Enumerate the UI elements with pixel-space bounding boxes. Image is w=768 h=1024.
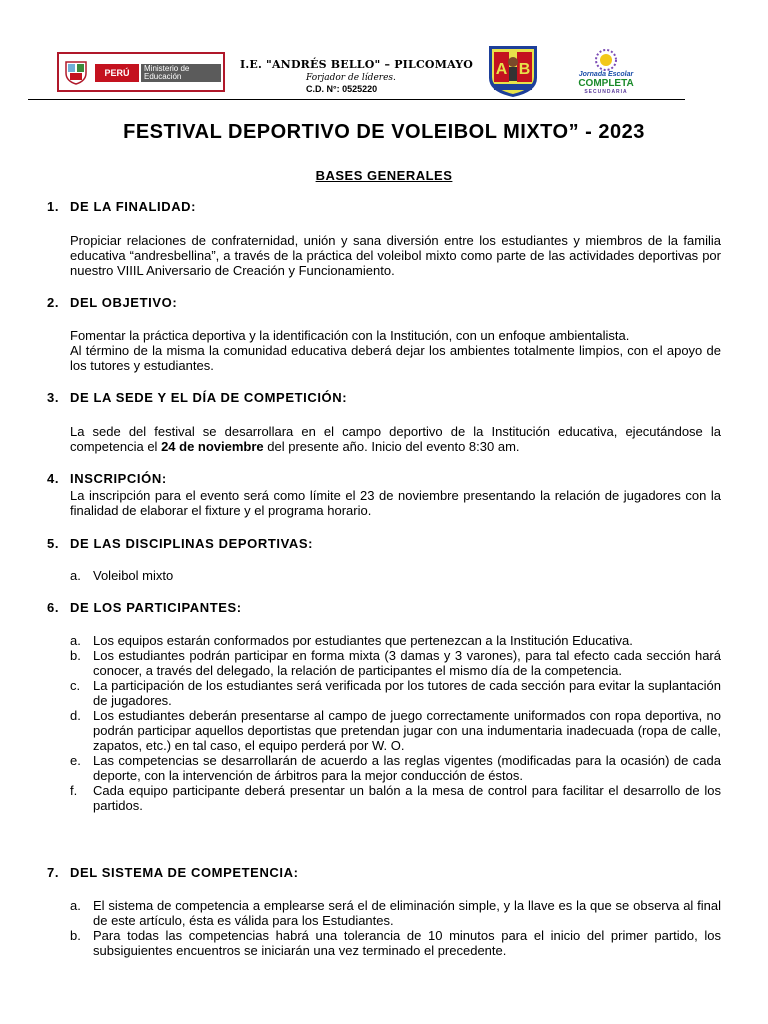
ab-logo-b-letter: B xyxy=(518,61,531,78)
list-item-text: La participación de los estudiantes será verificada por los tutores de cada sección para evitar la suplantación de jugadores. xyxy=(93,678,721,708)
school-name: I.E. "ANDRÉS BELLO" – PILCOMAYO xyxy=(240,58,474,71)
section-heading-finalidad xyxy=(47,199,196,214)
list-item-text: Para todas las competencias habrá una tolerancia de 10 minutos para el inicio del primer partido, los subsiguientes encuentros se iniciarán una vez terminado el precedente. xyxy=(93,928,721,958)
jec-line2: COMPLETA xyxy=(578,78,634,89)
list-marker: a. xyxy=(70,633,81,648)
section-number: 4. xyxy=(47,471,60,486)
list-item xyxy=(70,648,721,678)
jornada-escolar-completa-logo xyxy=(563,48,649,94)
header-divider xyxy=(28,99,685,100)
list-marker: b. xyxy=(70,928,81,943)
section-heading-disciplinas xyxy=(47,536,313,551)
list-marker: d. xyxy=(70,708,81,723)
section-heading-inscripcion xyxy=(47,471,167,486)
list-item-text: Cada equipo participante deberá presentar un balón a la mesa de control para facilitar el desarrollo de los partidos. xyxy=(93,783,721,813)
list-marker: b. xyxy=(70,648,81,663)
section-body-objetivo xyxy=(70,328,721,373)
list-item-text: El sistema de competencia a emplearse será el de eliminación simple, y la llave es la que se observa al final de este artículo, ésta es válida para los Estudiantes. xyxy=(93,898,721,928)
document-header xyxy=(0,0,768,104)
list-marker: e. xyxy=(70,753,81,768)
section-title: DEL SISTEMA DE COMPETENCIA: xyxy=(70,865,299,880)
section-heading-participantes xyxy=(47,600,242,615)
list-marker: a. xyxy=(70,898,81,913)
school-motto: Forjador de líderes. xyxy=(306,73,396,83)
section-heading-sistema xyxy=(47,865,299,880)
sede-date: 24 de noviembre xyxy=(161,439,264,454)
section-number: 2. xyxy=(47,295,60,310)
section-title: INSCRIPCIÓN: xyxy=(70,471,167,486)
sede-text-after: del presente año. Inicio del evento 8:30 am. xyxy=(263,439,520,454)
sun-icon xyxy=(593,48,619,72)
section-body-inscripcion: La inscripción para el evento será como límite el 23 de noviembre presentando la relación de jugadores con la finalidad de elaborar el fixture y el programa horario. xyxy=(70,488,721,518)
disciplinas-list xyxy=(70,568,721,583)
minedu-logo xyxy=(57,52,225,92)
school-code: C.D. N°: 0525220 xyxy=(306,84,378,94)
section-body-finalidad: Propiciar relaciones de confraternidad, unión y sana diversión entre los estudiantes y miembros de la familia educativa “andresbellina”, a través de la práctica del voleibol mixto como parte de las actividades deportivas por nuestro VIIIL Aniversario de Creación y Funcionamiento. xyxy=(70,233,721,278)
sistema-list xyxy=(70,898,721,958)
document-title: FESTIVAL DEPORTIVO DE VOLEIBOL MIXTO” - 2023 xyxy=(123,121,645,143)
minedu-peru-label: PERÚ xyxy=(95,64,139,82)
list-item xyxy=(70,928,721,958)
list-item xyxy=(70,898,721,928)
list-item xyxy=(70,678,721,708)
section-body-sede xyxy=(70,424,721,454)
list-marker: f. xyxy=(70,783,78,798)
section-number: 7. xyxy=(47,865,60,880)
participantes-list xyxy=(70,633,721,813)
list-marker: c. xyxy=(70,678,81,693)
section-number: 5. xyxy=(47,536,60,551)
section-number: 3. xyxy=(47,390,60,405)
section-title: DE LA SEDE Y EL DÍA DE COMPETICIÓN: xyxy=(70,390,348,405)
section-heading-objetivo xyxy=(47,295,177,310)
jec-line3: SECUNDARIA xyxy=(584,89,628,95)
list-item-text: Las competencias se desarrollarán de acuerdo a las reglas vigentes (modificadas para la ocasión) de cada deporte, con la intervención de árbitros para la mejor conducción de éstos. xyxy=(93,753,721,783)
objetivo-line1: Fomentar la práctica deportiva y la identificación con la Institución, con un enfoque ambientalista. xyxy=(70,328,630,343)
list-item-text: Los estudiantes podrán participar en forma mixta (3 damas y 3 varones), para tal efecto cada sección hará conocer, a través del delegado, la relación de participantes el mismo día de la competencia. xyxy=(93,648,721,678)
section-title: DEL OBJETIVO: xyxy=(70,295,178,310)
list-item xyxy=(70,783,721,813)
section-number: 6. xyxy=(47,600,60,615)
ab-logo-a-letter: A xyxy=(495,61,508,78)
list-item xyxy=(70,708,721,753)
objetivo-line2: Al término de la misma la comunidad educativa deberá dejar los ambientes totalmente limpios, con el apoyo de los tutores y estudiantes. xyxy=(70,343,721,373)
list-item-text: Los equipos estarán conformados por estudiantes que pertenezcan a la Institución Educativa. xyxy=(93,633,633,648)
minedu-ministry-label: Ministerio de Educación xyxy=(141,64,221,82)
list-item xyxy=(70,753,721,783)
sede-text-before: La sede del festival se desarrollara en el campo deportivo de la Institución educativa, ejecutándose la competencia el xyxy=(70,424,721,454)
section-title: DE LAS DISCIPLINAS DEPORTIVAS: xyxy=(70,536,314,551)
section-title: DE LOS PARTICIPANTES: xyxy=(70,600,242,615)
list-marker: a. xyxy=(70,568,81,583)
section-title: DE LA FINALIDAD: xyxy=(70,199,197,214)
jec-line1: Jornada Escolar xyxy=(578,71,634,78)
list-item xyxy=(70,633,721,648)
list-item xyxy=(70,568,721,583)
list-item-text: Voleibol mixto xyxy=(93,568,174,583)
section-heading-sede xyxy=(47,390,347,405)
document-subtitle: BASES GENERALES xyxy=(315,168,453,183)
list-item-text: Los estudiantes deberán presentarse al campo de juego correctamente uniformados con ropa deportiva, no podrán participar aquellos deportistas que pretendan jugar con una indumentaria inadecuada (ropa de calle, zapatos, etc.) en tal caso, el equipo perderá por W. O. xyxy=(93,708,721,753)
andres-bello-crest-icon xyxy=(486,44,540,98)
section-number: 1. xyxy=(47,199,60,214)
peru-shield-icon xyxy=(63,59,89,85)
